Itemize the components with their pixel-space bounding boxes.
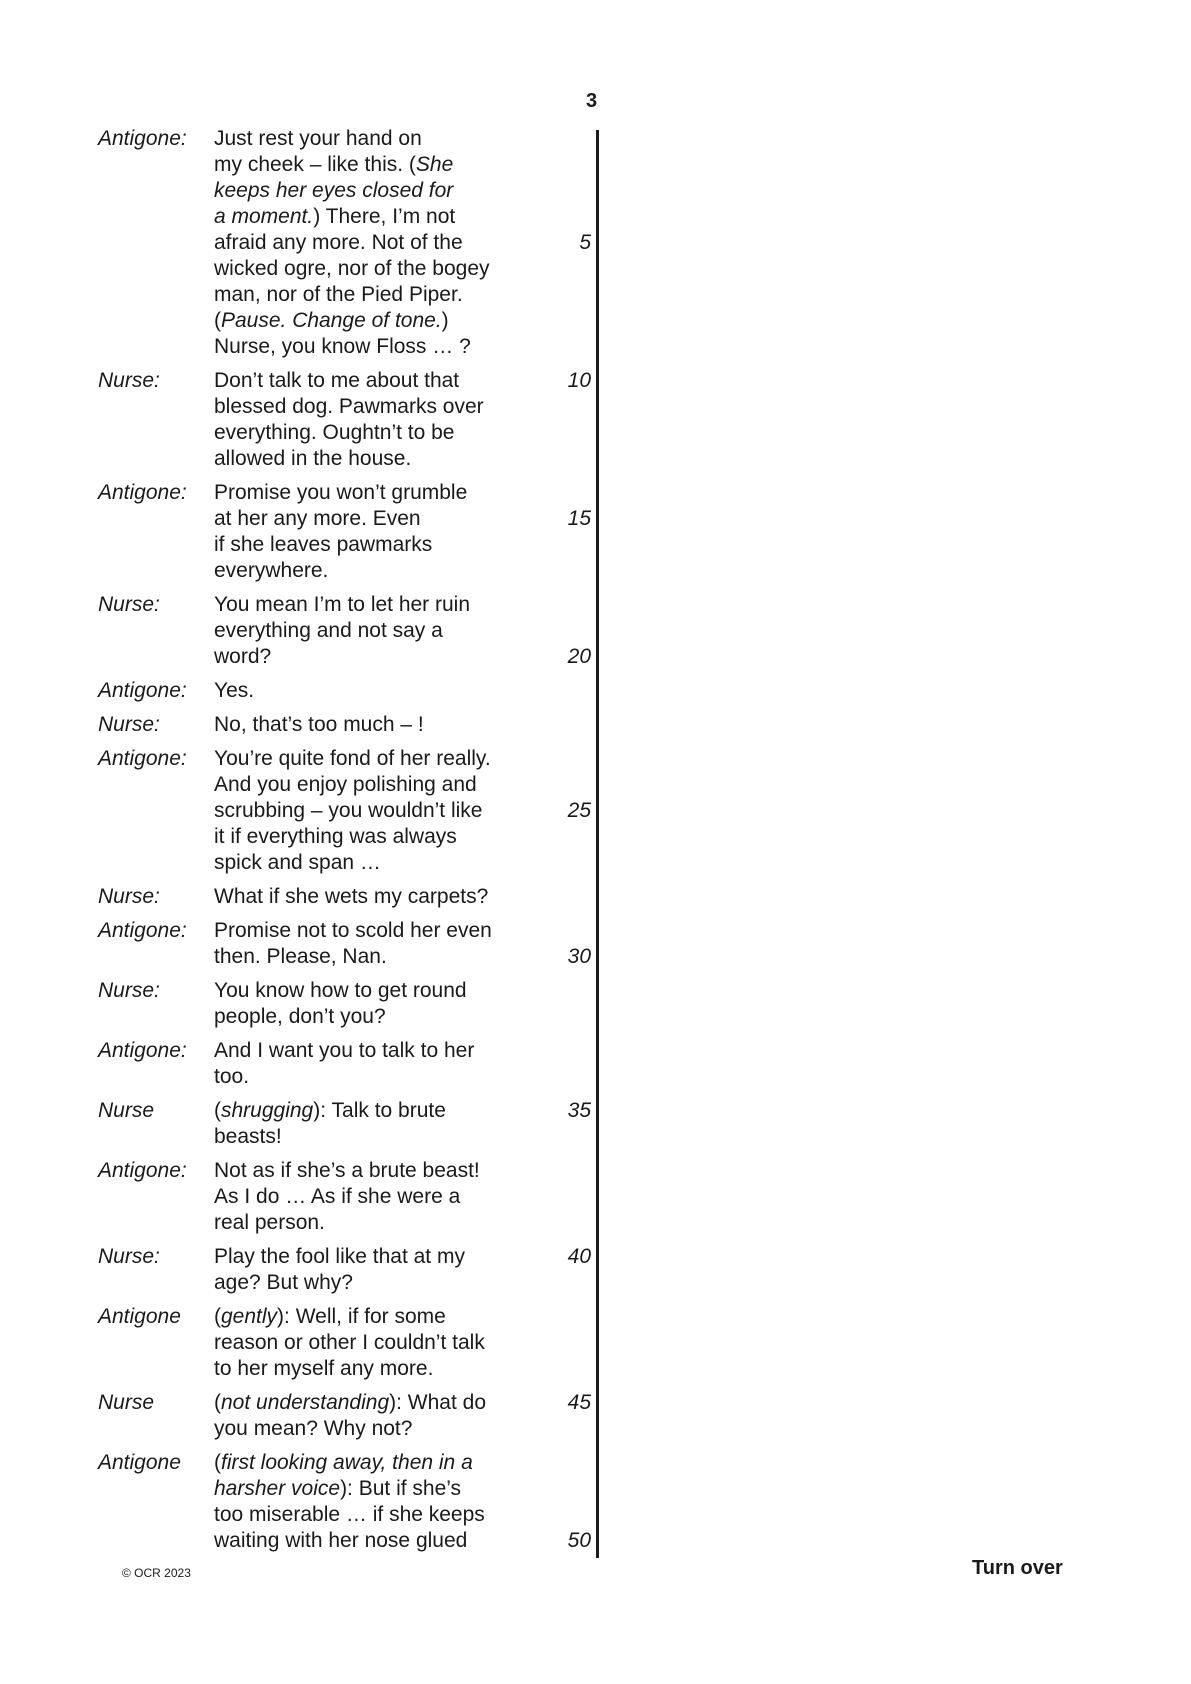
line-text: ): Talk to brute: [313, 1099, 446, 1122]
line-text: real person.: [214, 1211, 325, 1234]
speech-lines: [214, 918, 591, 970]
line-number: 5: [579, 231, 591, 254]
line-text: beasts!: [214, 1125, 282, 1148]
script-line: [214, 1244, 591, 1270]
line-number: 10: [567, 369, 591, 392]
script-line: [214, 256, 588, 282]
line-text: As I do … As if she were a: [214, 1185, 461, 1208]
speech-lines: [214, 126, 591, 360]
speaker-name: Nurse: [98, 1391, 155, 1414]
script-line: [214, 480, 588, 506]
speaker-name: Antigone:: [98, 481, 187, 504]
speaker-name: Antigone:: [98, 127, 187, 150]
speech-block: [98, 1158, 588, 1236]
speech-lines: [214, 1390, 591, 1442]
speech-lines: [214, 712, 588, 738]
line-number: 25: [567, 799, 591, 822]
speaker-name: Antigone:: [98, 1039, 187, 1062]
stage-direction: first looking away, then in a: [221, 1451, 473, 1474]
script-line: [214, 1184, 588, 1210]
stage-direction: not understanding: [221, 1391, 390, 1414]
line-number: 30: [567, 945, 591, 968]
line-text: people, don’t you?: [214, 1005, 386, 1028]
line-text: No, that’s too much – !: [214, 713, 424, 736]
script-line: [214, 978, 588, 1004]
line-text: Promise not to scold her even: [214, 919, 492, 942]
line-text: man, nor of the Pied Piper.: [214, 283, 463, 306]
speaker-name: Nurse:: [98, 1245, 160, 1268]
speech-block: [98, 592, 591, 670]
speech-lines: [214, 592, 591, 670]
play-script: [98, 126, 591, 1562]
script-line: [214, 772, 588, 798]
line-number-rule: [596, 130, 599, 1558]
line-text: And you enjoy polishing and: [214, 773, 477, 796]
script-line: [214, 394, 588, 420]
script-line: [214, 746, 588, 772]
line-text: Play the fool like that at my: [214, 1245, 465, 1268]
script-line: [214, 506, 591, 532]
line-text: (: [214, 1451, 221, 1474]
script-line: [214, 1330, 588, 1356]
script-line: [214, 1098, 591, 1124]
line-number: 40: [567, 1245, 591, 1268]
script-line: [214, 944, 591, 970]
line-text: Don’t talk to me about that: [214, 369, 460, 392]
speaker-name: Nurse:: [98, 885, 160, 908]
speech-block: [98, 678, 588, 704]
script-line: [214, 1356, 588, 1382]
speech-lines: [214, 678, 588, 704]
script-line: [214, 1390, 591, 1416]
speech-block: [98, 884, 588, 910]
line-text: spick and span …: [214, 851, 381, 874]
speaker-name: Antigone: [98, 1451, 181, 1474]
line-text: then. Please, Nan.: [214, 945, 387, 968]
line-number: 35: [567, 1099, 591, 1122]
line-number: 20: [567, 645, 591, 668]
script-line: [214, 1210, 588, 1236]
speech-lines: [214, 746, 591, 876]
line-text: word?: [214, 645, 272, 668]
script-line: [214, 1528, 591, 1554]
speaker-name: Antigone:: [98, 679, 187, 702]
speech-lines: [214, 368, 591, 472]
line-number: 15: [567, 507, 591, 530]
script-line: [214, 1270, 588, 1296]
line-text: everything and not say a: [214, 619, 443, 642]
script-line: [214, 126, 588, 152]
copyright-notice: © OCR 2023: [122, 1566, 191, 1580]
line-text: everywhere.: [214, 559, 329, 582]
line-text: You know how to get round: [214, 979, 467, 1002]
speech-lines: [214, 1038, 588, 1090]
line-text: (: [214, 1099, 221, 1122]
line-text: you mean? Why not?: [214, 1417, 413, 1440]
script-line: [214, 152, 588, 178]
script-line: [214, 178, 588, 204]
speech-lines: [214, 1304, 588, 1382]
line-text: waiting with her nose glued: [214, 1529, 468, 1552]
speaker-name: Nurse:: [98, 979, 160, 1002]
speech-block: [98, 1038, 588, 1090]
line-text: age? But why?: [214, 1271, 353, 1294]
page-number: 3: [586, 90, 598, 112]
line-text: if she leaves pawmarks: [214, 533, 433, 556]
script-line: [214, 1158, 588, 1184]
speech-block: [98, 1390, 591, 1442]
line-text: (: [214, 1305, 221, 1328]
line-text: wicked ogre, nor of the bogey: [214, 257, 490, 280]
line-text: ): But if she’s: [340, 1477, 462, 1500]
script-line: [214, 850, 588, 876]
script-line: [214, 824, 588, 850]
line-text: too.: [214, 1065, 250, 1088]
speech-lines: [214, 1158, 588, 1236]
script-line: [214, 618, 588, 644]
stage-direction: a moment.: [214, 205, 314, 228]
line-text: You mean I’m to let her ruin: [214, 593, 471, 616]
speech-block: [98, 712, 588, 738]
speaker-name: Nurse:: [98, 369, 160, 392]
line-text: You’re quite fond of her really.: [214, 747, 491, 770]
script-line: [214, 204, 588, 230]
speech-block: [98, 746, 591, 876]
speech-block: [98, 1244, 591, 1296]
script-line: [214, 446, 588, 472]
speaker-name: Nurse:: [98, 713, 160, 736]
line-text: ): [441, 309, 449, 332]
turn-over-label: Turn over: [972, 1557, 1063, 1579]
script-line: [214, 1416, 588, 1442]
line-text: What if she wets my carpets?: [214, 885, 489, 908]
line-text: afraid any more. Not of the: [214, 231, 463, 254]
script-line: [214, 1064, 588, 1090]
script-line: [214, 884, 588, 910]
line-text: And I want you to talk to her: [214, 1039, 475, 1062]
script-line: [214, 1038, 588, 1064]
script-line: [214, 334, 588, 360]
speech-block: [98, 1450, 591, 1554]
line-text: Not as if she’s a brute beast!: [214, 1159, 480, 1182]
speaker-name: Antigone: [98, 1305, 181, 1328]
line-text: everything. Oughtn’t to be: [214, 421, 455, 444]
script-line: [214, 532, 588, 558]
script-line: [214, 1004, 588, 1030]
script-line: [214, 230, 591, 256]
speech-lines: [214, 1450, 591, 1554]
speaker-name: Antigone:: [98, 1159, 187, 1182]
speech-lines: [214, 1244, 591, 1296]
line-number: 45: [567, 1391, 591, 1414]
script-line: [214, 1124, 588, 1150]
script-line: [214, 644, 591, 670]
script-line: [214, 1502, 588, 1528]
line-text: my cheek – like this. (: [214, 153, 416, 176]
script-line: [214, 1304, 588, 1330]
line-text: to her myself any more.: [214, 1357, 434, 1380]
stage-direction: She: [415, 153, 454, 176]
speech-block: [98, 918, 591, 970]
script-line: [214, 368, 591, 394]
line-text: it if everything was always: [214, 825, 457, 848]
speaker-name: Antigone:: [98, 747, 187, 770]
speech-lines: [214, 1098, 591, 1150]
line-text: at her any more. Even: [214, 507, 421, 530]
speech-lines: [214, 884, 588, 910]
stage-direction: gently: [221, 1305, 278, 1328]
script-line: [214, 558, 588, 584]
speech-block: [98, 1098, 591, 1150]
script-line: [214, 282, 588, 308]
script-line: [214, 1450, 588, 1476]
script-line: [214, 712, 588, 738]
speech-lines: [214, 978, 588, 1030]
line-text: ): Well, if for some: [277, 1305, 446, 1328]
stage-direction: shrugging: [221, 1099, 314, 1122]
line-text: Promise you won’t grumble: [214, 481, 468, 504]
script-line: [214, 678, 588, 704]
script-line: [214, 592, 588, 618]
speaker-name: Nurse: [98, 1099, 155, 1122]
script-line: [214, 918, 588, 944]
line-text: blessed dog. Pawmarks over: [214, 395, 484, 418]
speaker-name: Nurse:: [98, 593, 160, 616]
line-text: scrubbing – you wouldn’t like: [214, 799, 483, 822]
speech-block: [98, 978, 588, 1030]
stage-direction: Pause. Change of tone.: [221, 309, 442, 332]
speech-block: [98, 1304, 588, 1382]
line-text: Nurse, you know Floss … ?: [214, 335, 471, 358]
script-line: [214, 308, 588, 334]
line-text: (: [214, 309, 221, 332]
speech-block: [98, 126, 591, 360]
stage-direction: harsher voice: [214, 1477, 341, 1500]
speech-block: [98, 480, 591, 584]
line-text: allowed in the house.: [214, 447, 412, 470]
speech-block: [98, 368, 591, 472]
line-text: Just rest your hand on: [214, 127, 422, 150]
line-text: too miserable … if she keeps: [214, 1503, 485, 1526]
line-number: 50: [567, 1529, 591, 1552]
script-line: [214, 420, 588, 446]
stage-direction: keeps her eyes closed for: [214, 179, 454, 202]
line-text: ) There, I’m not: [313, 205, 456, 228]
line-text: reason or other I couldn’t talk: [214, 1331, 485, 1354]
line-text: ): What do: [389, 1391, 487, 1414]
script-line: [214, 1476, 588, 1502]
line-text: (: [214, 1391, 221, 1414]
script-line: [214, 798, 591, 824]
speaker-name: Antigone:: [98, 919, 187, 942]
speech-lines: [214, 480, 591, 584]
line-text: Yes.: [214, 679, 255, 702]
